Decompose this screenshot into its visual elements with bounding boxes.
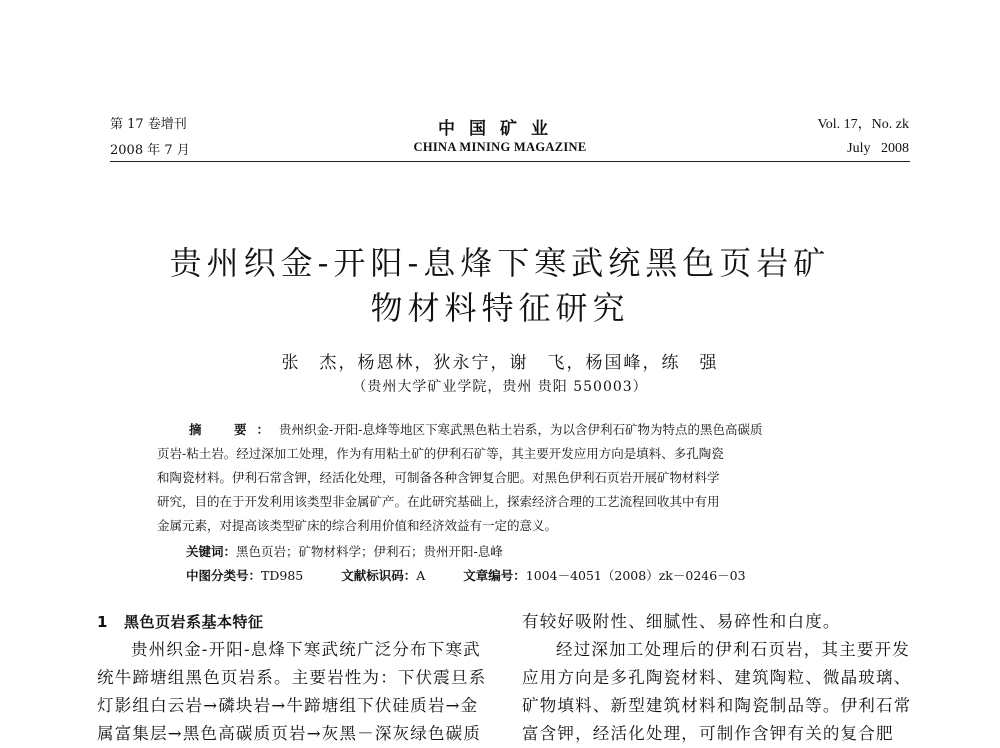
abstract-line: 金属元素，对提高该类型矿床的综合利用价值和经济效益有一定的意义。 [157,518,558,533]
keywords-value: 黑色页岩；矿物材料学；伊利石；贵州开阳-息峰 [236,544,503,559]
document-code: 文献标识码：A [341,568,426,583]
body-right-column [522,608,920,748]
article-title-line-2: 物材料特征研究 [370,289,630,327]
body-line: 富含钾，经活化处理，可制作含钾有关的复合肥 [522,724,894,743]
section-heading [97,608,482,636]
section-number: 1 [97,613,108,631]
author-list: 张 杰，杨恩林，狄永宁，谢 飞，杨国峰，练 强 [281,353,719,373]
body-line: 贵州织金-开阳-息烽下寒武统广泛分布下寒武 [131,640,481,659]
body-line: 属富集层→黑色高碳质页岩→灰黑－深灰绿色碳质 [97,724,482,743]
header-volume-cn: 第 17 卷增刊 [110,117,187,132]
author-affiliation: （贵州大学矿业学院，贵州 贵阳 550003） [352,379,648,395]
body-line: 灯影组白云岩→磷块岩→牛蹄塘组下伏硅质岩→金 [97,696,479,715]
header-journal-en: CHINA MINING MAGAZINE [413,140,587,154]
abstract [157,418,857,538]
abstract-line: 研究，目的在于开发利用该类型非金属矿产。在此研究基础上，探索经济合理的工艺流程回收其中有用 [157,494,720,509]
body-line: 矿物填料、新型建筑材料和陶瓷制品等。伊利石常 [522,696,912,715]
header-date-en: July 2008 [847,141,909,156]
keywords [186,542,503,560]
section-title: 黑色页岩系基本特征 [123,613,264,631]
classification-row [186,566,780,584]
header-rule [110,161,910,162]
abstract-line: 和陶瓷材料。伊利石常含钾，经活化处理，可制备各种含钾复合肥。对黑色伊利石页岩开展矿物材料学 [157,470,720,485]
body-line: 统牛蹄塘组黑色页岩系。主要岩性为：下伏震旦系 [97,668,487,687]
body-line: 经过深加工处理后的伊利石页岩，其主要开发 [556,640,910,659]
abstract-line: 摘 要：贵州织金-开阳-息烽等地区下寒武黑色粘土岩系，为以含伊利石矿物为特点的黑色高碳质 [189,422,763,437]
body-left-column [97,608,487,748]
body-line: 应用方向是多孔陶瓷材料、建筑陶粒、微晶玻璃、 [522,668,912,687]
article-title-line-1: 贵州织金-开阳-息烽下寒武统黑色页岩矿 [169,244,831,282]
header-journal-cn: 中国矿业 [438,119,562,139]
keywords-label: 关键词： [186,544,237,559]
header-date-cn: 2008 年 7 月 [110,143,190,158]
clc-number: 中图分类号：TD985 [186,568,304,583]
body-line: 有较好吸附性、细腻性、易碎性和白度。 [522,612,841,631]
header-volume-en: Vol. 17，No. zk [817,117,909,132]
abstract-label: 摘 要： [189,422,280,437]
abstract-line: 页岩-粘土岩。经过深加工处理，作为有用粘土矿的伊利石矿等，其主要开发应用方向是填料、多孔陶瓷 [157,446,724,461]
article-number: 文章编号：1004－4051（2008）zk－0246－03 [463,568,746,583]
